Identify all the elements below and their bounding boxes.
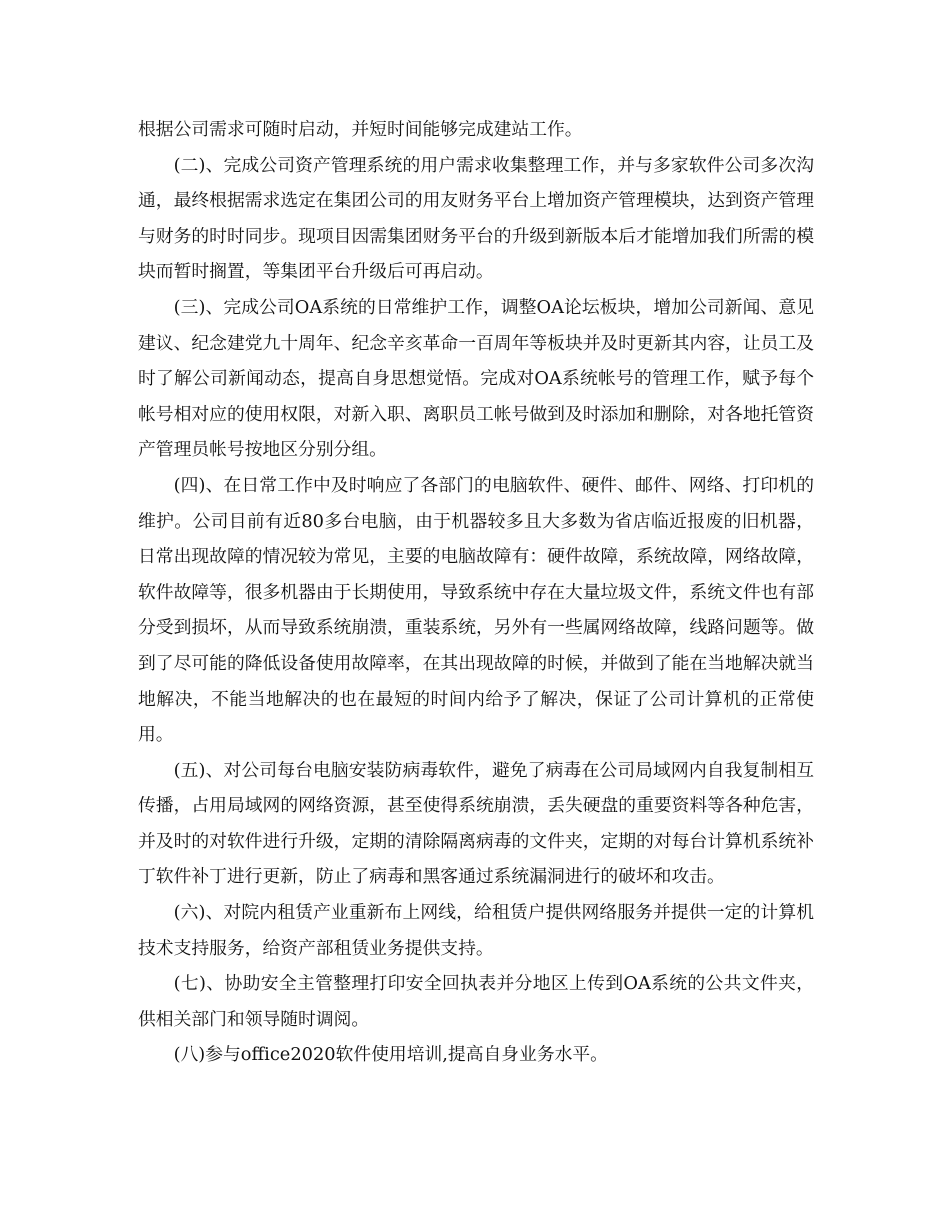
- paragraph-item-4: (四)、在日常工作中及时响应了各部门的电脑软件、硬件、邮件、网络、打印机的维护。公司目前有近80多台电脑，由于机器较多且大多数为省店临近报废的旧机器，日常出现故障的情况较为常见，主要的电脑故障有：硬件故障，系统故障，网络故障，软件故障等，很多机器由于长期使用，导致系统中存在大量垃圾文件，系统文件也有部分受到损坏，从而导致系统崩溃，重装系统，另外有一些属网络故障，线路问题等。做到了尽可能的降低设备使用故障率，在其出现故障的时候，并做到了能在当地解决就当地解决，不能当地解决的也在最短的时间内给予了解决，保证了公司计算机的正常使用。: [138, 474, 814, 746]
- paragraph-item-2: (二)、完成公司资产管理系统的用户需求收集整理工作，并与多家软件公司多次沟通，最终根据需求选定在集团公司的用友财务平台上增加资产管理模块，达到资产管理与财务的时时同步。现项目因需集团财务平台的升级到新版本后才能增加我们所需的模块而暂时搁置，等集团平台升级后可再启动。: [138, 154, 814, 283]
- paragraph-continuation: 根据公司需求可随时启动，并短时间能够完成建站工作。: [138, 119, 583, 140]
- paragraph-item-7: (七)、协助安全主管整理打印安全回执表并分地区上传到OA系统的公共文件夹，供相关部门和领导随时调阅。: [138, 973, 814, 1030]
- paragraph-item-8: (八)参与office2020软件使用培训,提高自身业务水平。: [173, 1044, 608, 1066]
- paragraph-item-6: (六)、对院内租赁产业重新布上网线，给租赁户提供网络服务并提供一定的计算机技术支持服务，给资产部租赁业务提供支持。: [138, 902, 814, 959]
- document-body: [138, 112, 814, 1073]
- paragraph-item-5: (五)、对公司每台电脑安装防病毒软件，避免了病毒在公司局域网内自我复制相互传播，占用局域网的网络资源，甚至使得系统崩溃，丢失硬盘的重要资料等各种危害，并及时的对软件进行升级，定期的清除隔离病毒的文件夹，定期的对每台计算机系统补丁软件补丁进行更新，防止了病毒和黑客通过系统漏洞进行的破坏和攻击。: [138, 759, 814, 888]
- paragraph-item-3: (三)、完成公司OA系统的日常维护工作，调整OA论坛板块，增加公司新闻、意见建议、纪念建党九十周年、纪念辛亥革命一百周年等板块并及时更新其内容，让员工及时了解公司新闻动态，提高自身思想觉悟。完成对OA系统帐号的管理工作，赋予每个帐号相对应的使用权限，对新入职、离职员工帐号做到及时添加和删除，对各地托管资产管理员帐号按地区分别分组。: [138, 296, 814, 461]
